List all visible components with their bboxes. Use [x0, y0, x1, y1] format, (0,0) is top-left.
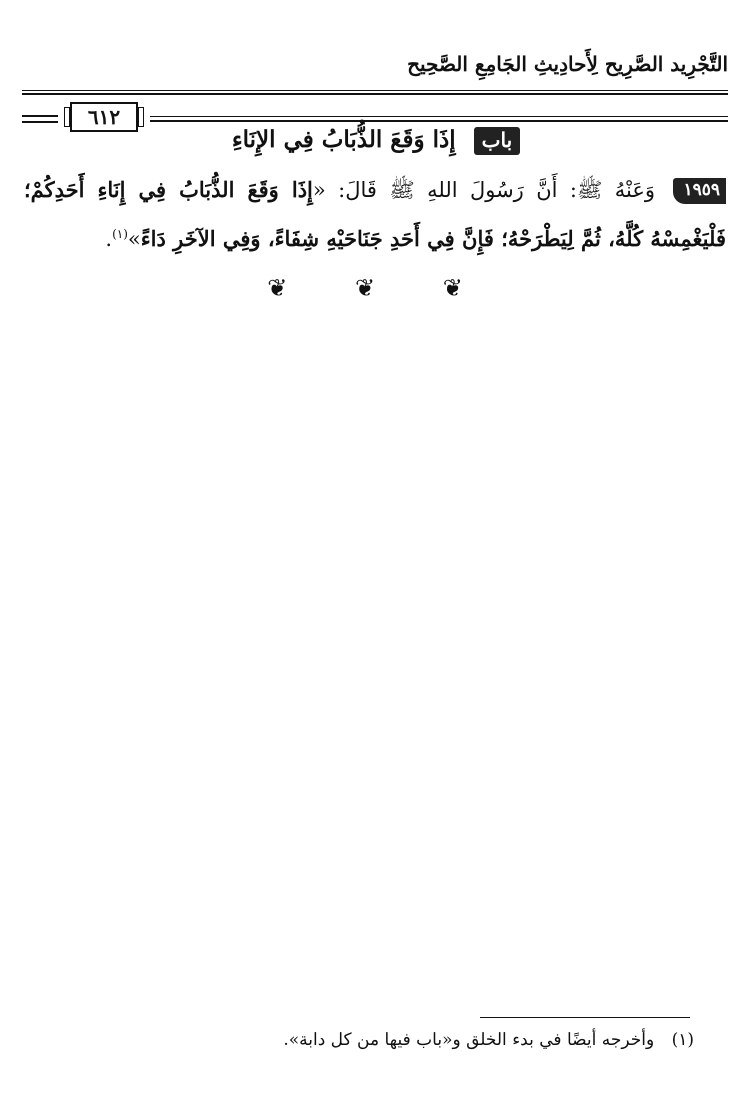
book-title: التَّجْرِيد الصَّرِيح لِأَحادِيثِ الجَامِعِ الصَّحِيح: [407, 52, 728, 76]
floral-ornament-icon: ❦: [442, 274, 485, 302]
page-header: [22, 42, 728, 129]
footnote-separator: [480, 1017, 690, 1018]
footnote-number: (١): [671, 1030, 694, 1050]
page-number: ٦١٢: [70, 102, 138, 132]
header-rule: [22, 90, 728, 91]
hadith-paragraph: [24, 168, 726, 261]
footnote: [283, 1030, 694, 1050]
floral-ornament-icon: ❦: [354, 274, 398, 302]
page-number-dash: [22, 115, 58, 117]
hadith-closing: »: [127, 227, 141, 251]
footnote-text: وأخرجه أيضًا في بدء الخلق و«باب فيها من كل دابة».: [283, 1030, 655, 1050]
footnote-reference: (١): [112, 227, 128, 241]
hadith-end: .: [105, 227, 113, 251]
page-number-dash: [22, 121, 58, 123]
header-rule-thick: [22, 93, 728, 95]
header-side-rule: [150, 116, 728, 117]
chapter-title: إِذَا وَقَعَ الذُّبَابُ فِي الإِنَاءِ: [231, 126, 456, 153]
header-side-rule-thick: [150, 120, 728, 122]
hadith-text: إِذَا وَقَعَ الذُّبَابُ فِي إِنَاءِ أَحَدِكُمْ؛ فَلْيَغْمِسْهُ كُلَّهُ، ثُمَّ لِيَطْرَحْهُ؛ فَإِنَّ فِي أَحَدِ جَنَاحَيْهِ شِفَاءً، وَفِي الآخَرِ دَاءً: [24, 177, 726, 251]
section-divider: [0, 274, 752, 302]
chapter-label: باب: [474, 127, 521, 155]
hadith-intro: وَعَنْهُ ﷺ: أَنَّ رَسُولَ اللهِ ﷺ قَالَ: «: [312, 178, 656, 202]
hadith-number: ١٩٥٩: [673, 178, 726, 204]
chapter-heading: [0, 126, 752, 155]
floral-ornament-icon: ❦: [267, 274, 310, 302]
